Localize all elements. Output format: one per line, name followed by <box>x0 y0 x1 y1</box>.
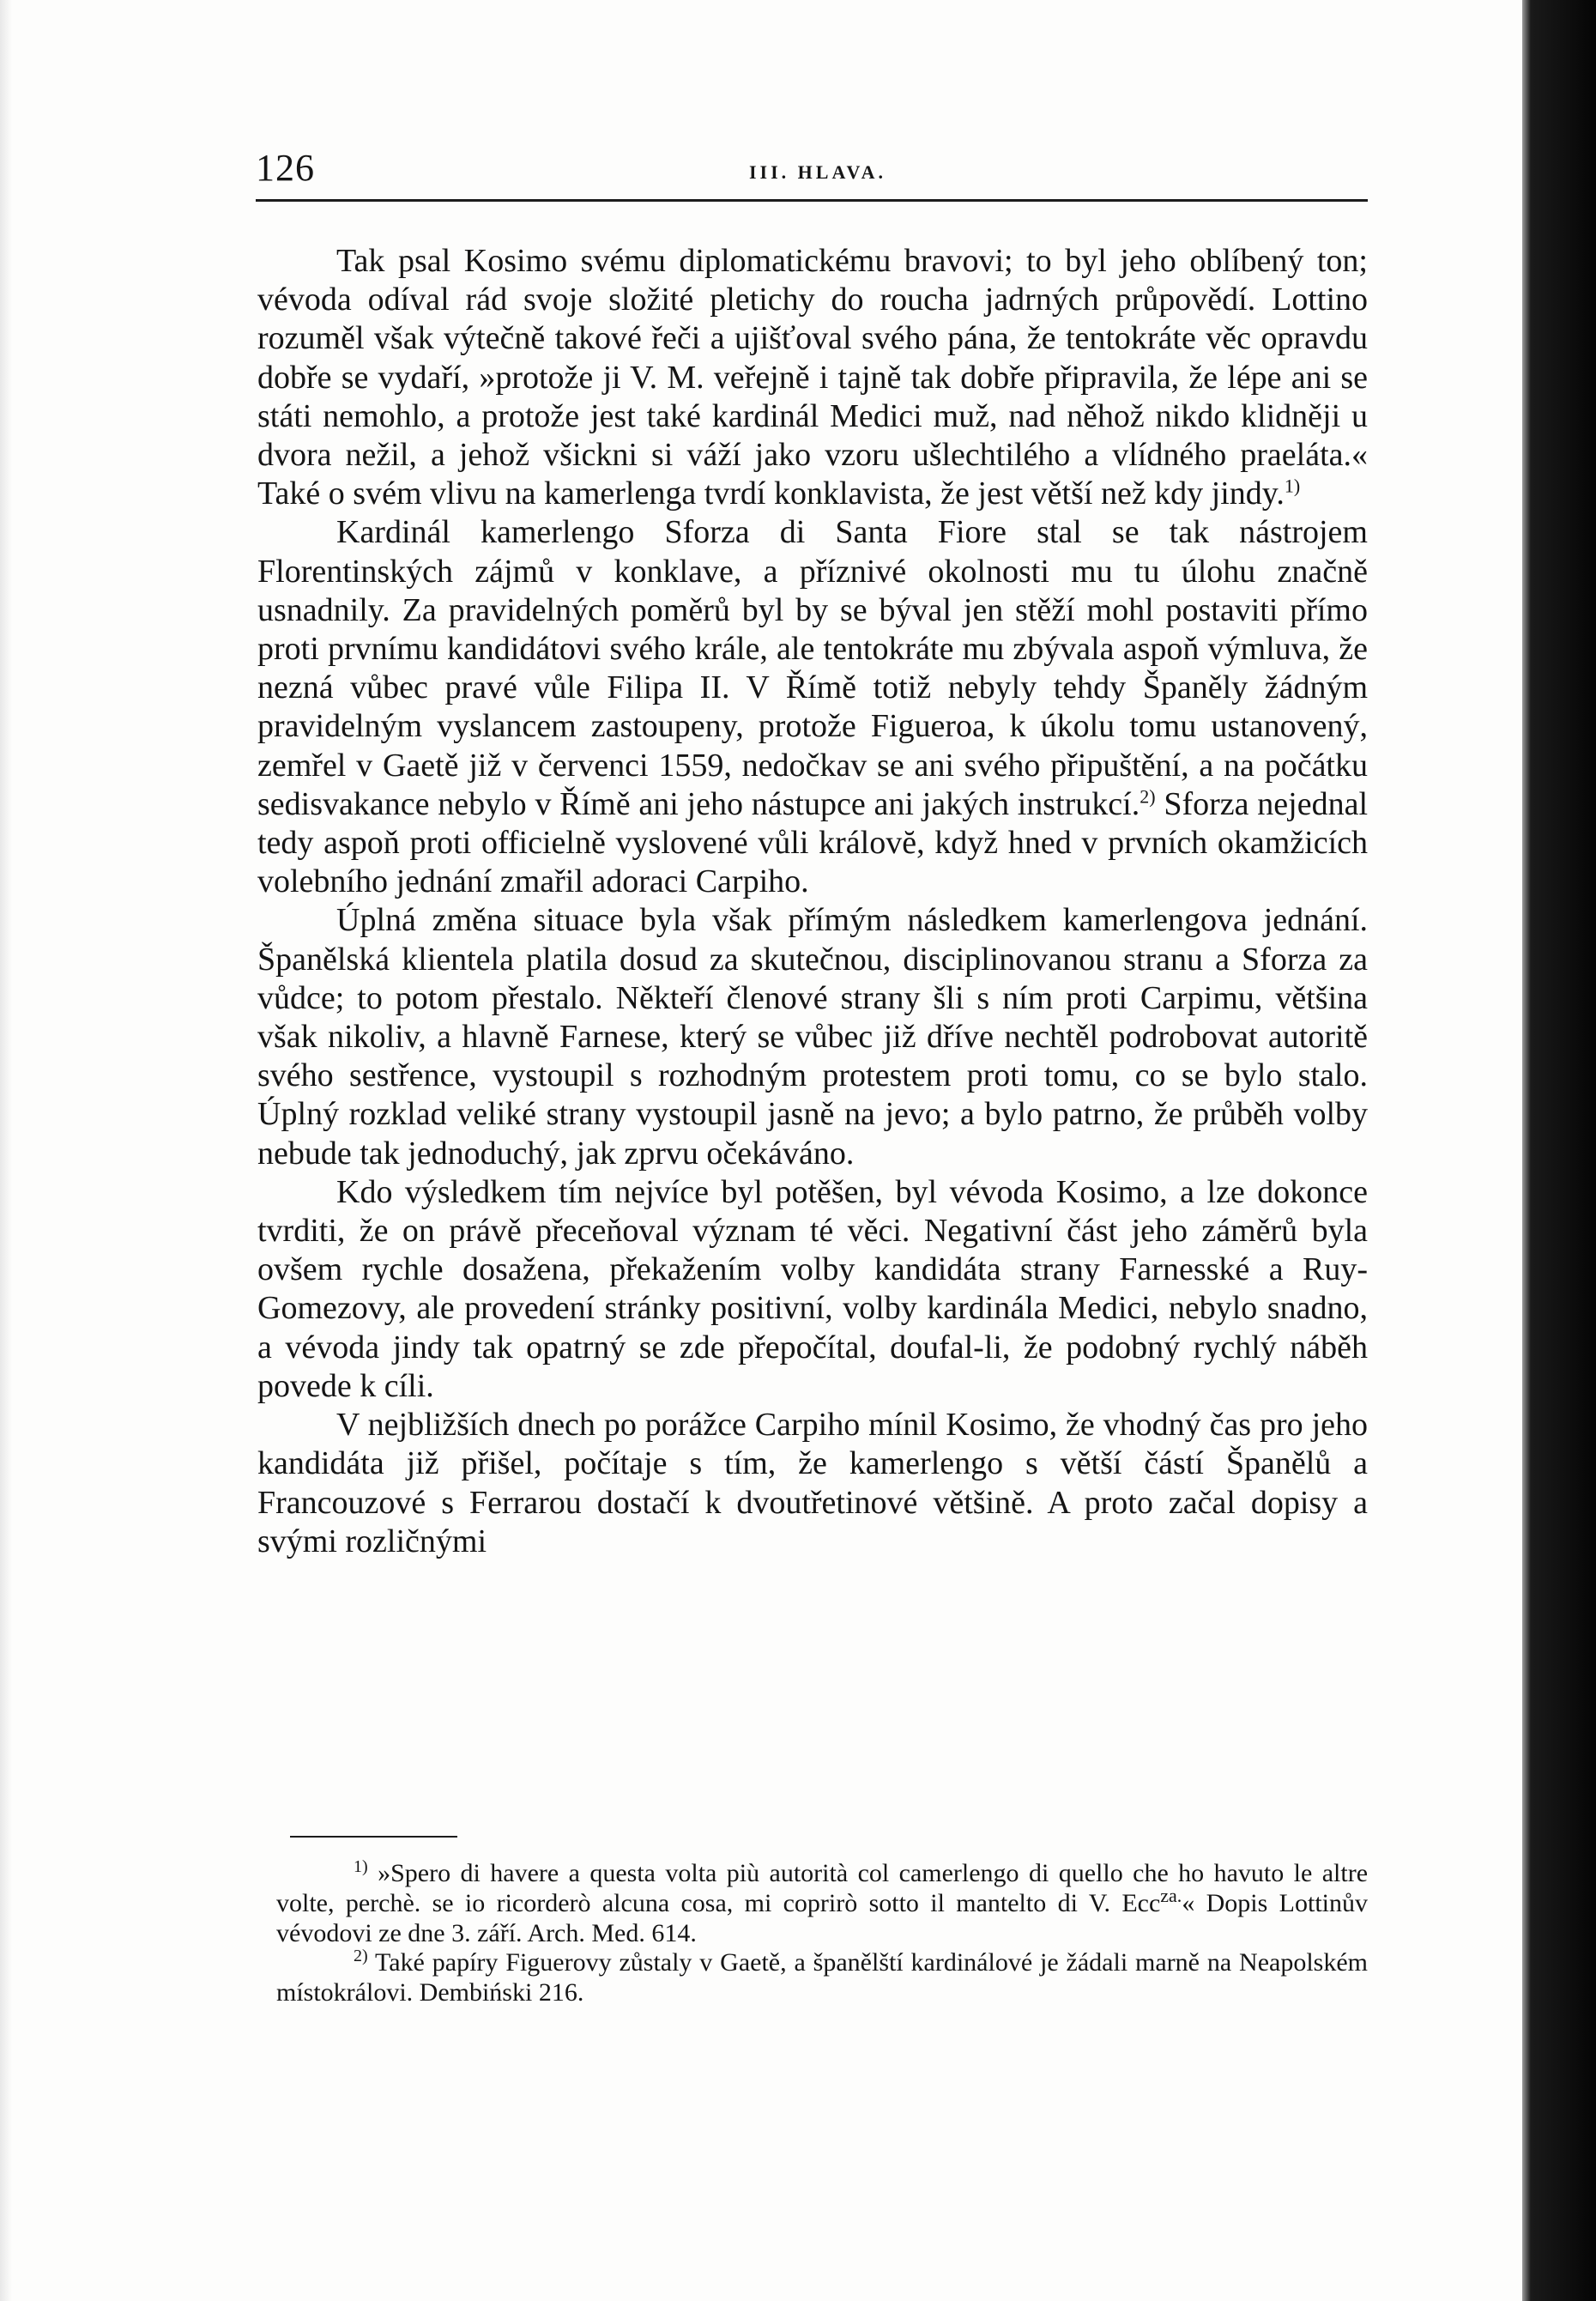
running-head: III. HLAVA. <box>749 161 886 183</box>
paragraph-text: Úplná změna situace byla však přímým následkem kamerlengova jednání. Španělská klientela platila dosud za skutečnou, disciplinovanou stranu a Sforza za vůdce; to potom přestalo. Někteří členové strany šli s ním proti Carpimu, většina však nikoliv, a hlavně Farnese, který se vůbec již dříve nechtěl podrobovat autoritě svého sestřence, vystoupil s rozhodným protestem proti tomu, co se bylo stalo. Úplný rozklad veliké strany vystoupil jasně na jevo; a bylo patrno, že průběh volby nebude tak jednoduchý, jak zprvu očekáváno. <box>257 902 1368 1172</box>
paragraph-text: Tak psal Kosimo svému diplomatickému bravovi; to byl jeho oblíbený ton; vévoda odíval rád svoje složité pletichy do roucha jadrných průpovědí. Lottino rozuměl však výtečně takové řeči a ujišťoval svého pána, že tentokráte věc opravdu dobře se vydaří, »protože ji V. M. veřejně i tajně tak dobře připravila, že lépe ani se státi nemohlo, a protože jest také kardinál Medici muž, nad něhož nikdo klidněji u dvora nežil, a jehož všickni si váží jako vzoru ušlechtilého a vlídného praeláta.« Také o svém vlivu na kamerlenga tvrdí konklavista, že jest větší než kdy jindy. <box>257 243 1368 512</box>
header-rule <box>256 199 1368 202</box>
footnote-mark: 1) <box>354 1857 368 1876</box>
footnote-ref: 1) <box>1284 475 1301 497</box>
paragraph-4 <box>257 1173 1368 1406</box>
paragraph-2 <box>257 513 1368 901</box>
paragraph-5 <box>257 1406 1368 1561</box>
paragraph-3 <box>257 901 1368 1172</box>
page-number: 126 <box>256 147 315 189</box>
paragraph-text: Kdo výsledkem tím nejvíce byl potěšen, byl vévoda Kosimo, a lze dokonce tvrditi, že on právě přeceňoval význam té věci. Negativní část jeho záměrů byla ovšem rychle dosažena, překažením volby kandidáta strany Farnesské a Ruy-Gomezovy, ale provedení stránky positivní, volby kardinála Medici, nebylo snadno, a vévoda jindy tak opatrný se zde přepočítal, doufal-li, že podobný rychlý náběh povede k cíli. <box>257 1173 1368 1404</box>
body-text <box>257 242 1368 1561</box>
paragraph-text: Sforza nejednal tedy aspoň proti officielně vyslovené vůli královĕ, když hned v prvních okamžicích volebního jednání zmařil adoraci Carpiho. <box>257 785 1369 900</box>
paragraph-text: Kardinál kamerlengo Sforza di Santa Fiore stal se tak nástrojem Florentinských zájmů v konklave, a příznivé okolnosti mu tu úlohu značně usnadnily. Za pravidelných poměrů byl by se býval jen stěží mohl postaviti přímo proti prvnímu kandidátovi svého krále, ale tentokráte mu zbývala aspoň výmluva, že nezná vůbec pravé vůle Filipa II. V Římě totiž nebyly tehdy Španěly žádným pravidelným vyslancem zastoupeny, protože Figueroa, k úkolu tomu ustanovený, zemřel v Gaetě již v červenci 1559, nedočkav se ani svého připuštění, a na počátku sedisvakance nebylo v Římě ani jeho nástupce ani jakých instrukcí. <box>257 514 1368 822</box>
footnote-mark: 2) <box>354 1947 368 1966</box>
footnote-1 <box>276 1859 1368 1948</box>
page-gutter-shadow <box>0 0 12 2301</box>
paragraph-1 <box>257 242 1368 513</box>
footnote-text: »Spero di havere a questa volta più autorità col camerlengo di quello che ho havuto le altre volte, perchè. se io ricorderò alcuna cosa, mi coprirò sotto il mantelto di V. Ecc <box>276 1859 1369 1917</box>
footnote-text: Také papíry Figuerovy zůstaly v Gaetě, a španělští kardinálové je žádali marně na Neapolském místokrálovi. Dembiński 216. <box>276 1948 1368 2007</box>
scan-dark-edge <box>1522 0 1596 2301</box>
footnote-superscript: za. <box>1160 1884 1182 1906</box>
paragraph-text: V nejbližších dnech po porážce Carpiho mínil Kosimo, že vhodný čas pro jeho kandidáta již přišel, počítaje s tím, že kamerlengo s větší částí Španělů a Francouzové s Ferrarou dostačí k dvoutřetinové většině. A proto začal dopisy a svými rozličnými <box>257 1407 1368 1559</box>
page-header <box>256 146 1368 197</box>
footnote-rule <box>290 1836 457 1838</box>
footnotes <box>276 1859 1368 2008</box>
footnote-text: « Dopis Lottinův vévodovi ze dne 3. září. Arch. Med. 614. <box>276 1888 1368 1947</box>
footnote-ref: 2) <box>1140 785 1156 808</box>
footnote-2 <box>276 1948 1368 2008</box>
